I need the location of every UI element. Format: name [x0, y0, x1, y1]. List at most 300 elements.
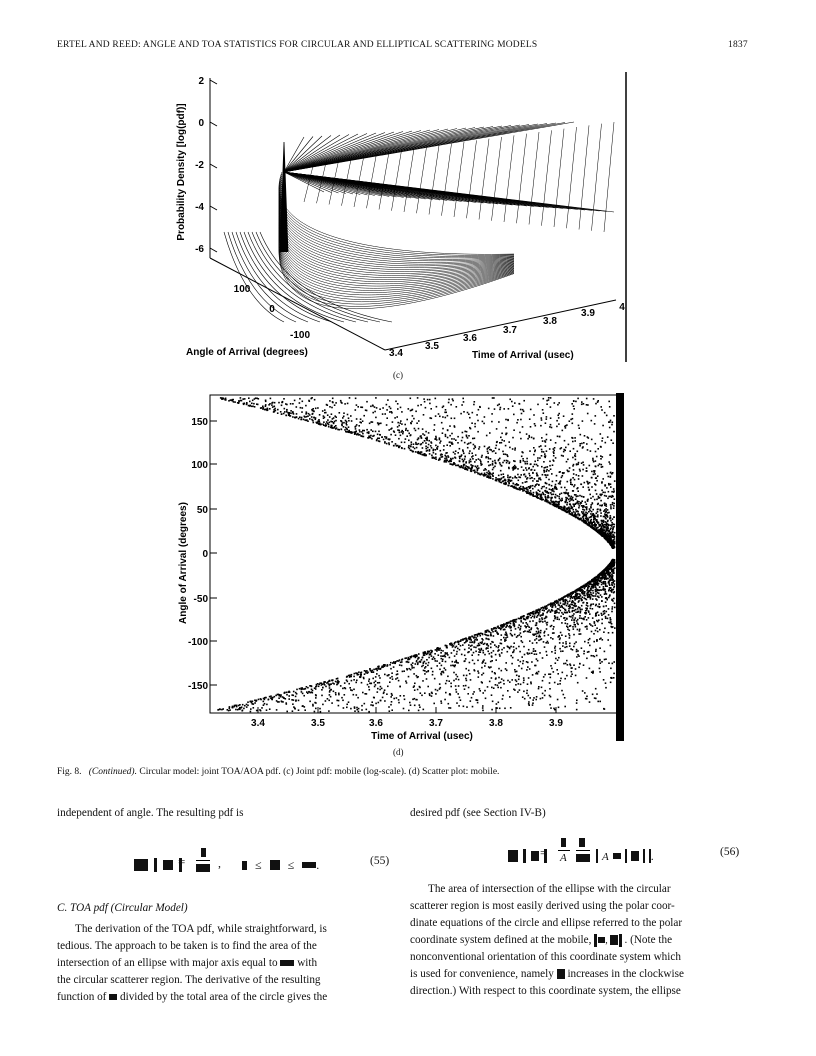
scatter-point: [574, 512, 576, 514]
scatter-point: [601, 440, 603, 442]
scatter-point: [429, 453, 431, 455]
scatter-point: [550, 707, 552, 709]
scatter-point: [250, 711, 252, 713]
scatter-point: [465, 685, 467, 687]
z-tick-label: -6: [195, 244, 204, 255]
scatter-point: [426, 671, 428, 673]
scatter-point: [566, 612, 568, 614]
scatter-point: [459, 697, 461, 699]
scatter-point: [477, 465, 479, 467]
scatter-point: [590, 597, 592, 599]
scatter-point: [551, 427, 553, 429]
scatter-point: [379, 677, 381, 679]
scatter-point: [455, 678, 457, 680]
scatter-point: [543, 461, 545, 463]
scatter-point: [600, 638, 602, 640]
scatter-point: [566, 646, 568, 648]
scatter-point: [563, 607, 565, 609]
scatter-point: [593, 603, 595, 605]
scatter-point: [497, 405, 499, 407]
scatter-point: [308, 400, 310, 402]
scatter-point: [370, 704, 372, 706]
scatter-point: [500, 639, 502, 641]
scatter-point: [390, 662, 392, 664]
scatter-point: [549, 465, 551, 467]
scatter-point: [460, 699, 462, 701]
scatter-point: [335, 694, 337, 696]
scatter-point: [375, 431, 377, 433]
scatter-point: [612, 579, 614, 581]
scatter-point: [333, 691, 335, 693]
scatter-point: [404, 658, 406, 660]
scatter-point: [566, 618, 568, 620]
scatter-point: [345, 423, 347, 425]
scatter-point: [456, 406, 458, 408]
scatter-point: [596, 612, 598, 614]
scatter-point: [369, 683, 371, 685]
scatter-point: [459, 448, 461, 450]
scatter-point: [351, 420, 353, 422]
scatter-point: [302, 688, 304, 690]
scatter-point: [280, 694, 282, 696]
scatter-point: [251, 406, 253, 408]
scatter-point: [306, 416, 308, 418]
figure-c-sublabel: (c): [393, 370, 403, 380]
scatter-point: [593, 470, 595, 472]
scatter-point: [366, 709, 368, 711]
scatter-point: [424, 692, 426, 694]
scatter-point: [602, 466, 604, 468]
scatter-point: [284, 692, 286, 694]
scatter-point: [557, 436, 559, 438]
scatter-point: [464, 442, 466, 444]
scatter-point: [596, 655, 598, 657]
scatter-point: [546, 416, 548, 418]
scatter-point: [598, 532, 600, 534]
scatter-point: [562, 642, 564, 644]
scatter-point: [343, 412, 345, 414]
scatter-point: [301, 411, 303, 413]
scatter-point: [435, 398, 437, 400]
scatter-point: [345, 427, 347, 429]
scatter-point: [598, 614, 600, 616]
scatter-point: [503, 480, 505, 482]
scatter-point: [319, 421, 321, 423]
scatter-point: [447, 437, 449, 439]
scatter-point: [601, 464, 603, 466]
scatter-point: [301, 419, 303, 421]
scatter-point: [519, 634, 521, 636]
scatter-point: [303, 695, 305, 697]
scatter-point: [523, 469, 525, 471]
scatter-point: [602, 437, 604, 439]
scatter-point: [334, 421, 336, 423]
scatter-point: [496, 428, 498, 430]
scatter-point: [555, 497, 557, 499]
scatter-point: [440, 673, 442, 675]
scatter-point: [507, 475, 509, 477]
scatter-point: [232, 399, 234, 401]
scatter-point: [589, 522, 591, 524]
scatter-point: [349, 397, 351, 399]
mesh-line: [454, 142, 464, 217]
scatter-point: [470, 469, 472, 471]
scatter-point: [542, 680, 544, 682]
scatter-point: [562, 603, 564, 605]
scatter-point: [580, 612, 582, 614]
scatter-point: [548, 399, 550, 401]
scatter-point: [501, 433, 503, 435]
scatter-point: [446, 457, 448, 459]
scatter-point: [591, 631, 593, 633]
scatter-point: [441, 456, 443, 458]
scatter-point: [610, 515, 612, 517]
scatter-point: [603, 708, 605, 710]
scatter-point: [614, 603, 616, 605]
scatter-point: [239, 709, 241, 711]
scatter-point: [307, 420, 309, 422]
scatter-point: [450, 694, 452, 696]
scatter-point: [394, 663, 396, 665]
scatter-point: [353, 689, 355, 691]
scatter-point: [604, 593, 606, 595]
scatter-point: [532, 674, 534, 676]
scatter-point: [570, 603, 572, 605]
scatter-point: [411, 421, 413, 423]
scatter-point: [394, 417, 396, 419]
scatter-point: [439, 437, 441, 439]
scatter-point: [405, 680, 407, 682]
scatter-point: [318, 686, 320, 688]
scatter-point: [506, 625, 508, 627]
scatter-point: [322, 704, 324, 706]
scatter-point: [425, 663, 427, 665]
scatter-point: [590, 513, 592, 515]
scatter-point: [581, 443, 583, 445]
scatter-point: [330, 425, 332, 427]
scatter-point: [441, 658, 443, 660]
mesh-curve: [279, 200, 514, 278]
scatter-point: [579, 470, 581, 472]
scatter-point: [412, 409, 414, 411]
scatter-point: [612, 585, 614, 587]
scatter-point: [565, 635, 567, 637]
scatter-point: [375, 676, 377, 678]
scatter-point: [586, 626, 588, 628]
scatter-point: [538, 484, 540, 486]
scatter-point: [546, 483, 548, 485]
scatter-point: [334, 427, 336, 429]
scatter-point: [612, 632, 614, 634]
scatter-point: [429, 403, 431, 405]
scatter-point: [470, 638, 472, 640]
scatter-point: [538, 609, 540, 611]
scatter-point: [547, 642, 549, 644]
scatter-point: [601, 531, 603, 533]
scatter-point: [448, 707, 450, 709]
scatter-point: [440, 700, 442, 702]
scatter-point: [581, 401, 583, 403]
scatter-point: [493, 635, 495, 637]
scatter-point: [317, 422, 319, 424]
scatter-point: [540, 621, 542, 623]
scatter-point: [532, 620, 534, 622]
scatter-point: [451, 433, 453, 435]
scatter-point: [610, 454, 612, 456]
scatter-point: [376, 407, 378, 409]
scatter-point: [526, 458, 528, 460]
mesh-line: [284, 172, 614, 212]
scatter-point: [601, 582, 603, 584]
scatter-point: [498, 479, 500, 481]
scatter-point: [457, 693, 459, 695]
scatter-point: [526, 669, 528, 671]
scatter-point: [528, 703, 530, 705]
scatter-point: [609, 427, 611, 429]
scatter-point: [600, 532, 602, 534]
scatter-point: [565, 619, 567, 621]
scatter-point: [348, 675, 350, 677]
scatter-point: [558, 707, 560, 709]
scatter-point: [490, 632, 492, 634]
scatter-point: [402, 671, 404, 673]
scatter-point: [589, 623, 591, 625]
scatter-point: [443, 445, 445, 447]
scatter-point: [519, 403, 521, 405]
scatter-point: [426, 438, 428, 440]
scatter-point: [341, 429, 343, 431]
mesh-curve: [279, 182, 514, 261]
scatter-point: [546, 469, 548, 471]
scatter-point: [368, 433, 370, 435]
scatter-point: [414, 705, 416, 707]
scatter-point: [516, 488, 518, 490]
scatter-point: [530, 683, 532, 685]
scatter-point: [464, 649, 466, 651]
scatter-point: [520, 460, 522, 462]
scatter-point: [511, 401, 513, 403]
scatter-point: [416, 444, 418, 446]
scatter-point: [388, 442, 390, 444]
scatter-point: [535, 425, 537, 427]
scatter-point: [584, 482, 586, 484]
scatter-point: [492, 451, 494, 453]
scatter-point: [597, 516, 599, 518]
scatter-point: [244, 705, 246, 707]
time-tick-label: 3.5: [425, 341, 439, 352]
scatter-point: [590, 497, 592, 499]
time-tick-label: 3.7: [503, 325, 517, 336]
scatter-point: [579, 445, 581, 447]
scatter-point: [550, 637, 552, 639]
scatter-point: [570, 483, 572, 485]
scatter-point: [583, 511, 585, 513]
scatter-point: [329, 691, 331, 693]
scatter-point: [591, 439, 593, 441]
scatter-point: [494, 466, 496, 468]
scatter-point: [289, 415, 291, 417]
scatter-point: [576, 464, 578, 466]
scatter-point: [539, 620, 541, 622]
scatter-point: [603, 606, 605, 608]
scatter-point: [294, 400, 296, 402]
scatter-point: [529, 653, 531, 655]
scatter-point: [570, 625, 572, 627]
scatter-point: [585, 501, 587, 503]
scatter-point: [566, 675, 568, 677]
scatter-point: [597, 606, 599, 608]
scatter-point: [519, 489, 521, 491]
scatter-point: [594, 423, 596, 425]
scatter-point: [366, 429, 368, 431]
scatter-point: [579, 505, 581, 507]
scatter-point: [283, 413, 285, 415]
scatter-point: [570, 616, 572, 618]
scatter-point: [516, 671, 518, 673]
scatter-point: [503, 473, 505, 475]
scatter-point: [528, 704, 530, 706]
scatter-point: [266, 704, 268, 706]
scatter-point: [586, 506, 588, 508]
scatter-point: [442, 428, 444, 430]
scatter-point: [435, 436, 437, 438]
scatter-point: [434, 658, 436, 660]
scatter-point: [597, 596, 599, 598]
scatter-point: [415, 442, 417, 444]
scatter-point: [495, 452, 497, 454]
scatter-point: [613, 661, 615, 663]
scatter-point: [561, 508, 563, 510]
scatter-point: [356, 434, 358, 436]
scatter-point: [534, 423, 536, 425]
scatter-point: [572, 649, 574, 651]
scatter-point: [469, 662, 471, 664]
scatter-point: [515, 621, 517, 623]
scatter-point: [513, 689, 515, 691]
scatter-point: [542, 613, 544, 615]
scatter-point: [251, 403, 253, 405]
scatter-point: [497, 633, 499, 635]
scatter-point: [516, 422, 518, 424]
scatter-point: [503, 440, 505, 442]
scatter-point: [435, 415, 437, 417]
scatter-point: [316, 685, 318, 687]
scatter-point: [438, 654, 440, 656]
scatter-point: [507, 456, 509, 458]
scatter-point: [543, 632, 545, 634]
scatter-point: [497, 685, 499, 687]
mesh-line: [479, 139, 489, 220]
scatter-point: [359, 431, 361, 433]
scatter-point: [580, 483, 582, 485]
scatter-point: [539, 446, 541, 448]
scatter-point: [509, 447, 511, 449]
scatter-point: [335, 428, 337, 430]
scatter-point: [602, 582, 604, 584]
scatter-point: [417, 405, 419, 407]
scatter-point: [505, 445, 507, 447]
scatter-point: [557, 659, 559, 661]
scatter-point: [368, 680, 370, 682]
scatter-point: [503, 683, 505, 685]
scatter-point: [595, 650, 597, 652]
scatter-point: [572, 413, 574, 415]
scatter-point: [447, 429, 449, 431]
scatter-point: [219, 709, 221, 711]
scatter-point: [563, 508, 565, 510]
scatter-point: [444, 461, 446, 463]
scatter-point: [576, 702, 578, 704]
scatter-point: [529, 621, 531, 623]
scatter-point: [610, 504, 612, 506]
scatter-point: [498, 677, 500, 679]
scatter-point: [590, 506, 592, 508]
scatter-point: [223, 398, 225, 400]
scatter-point: [274, 696, 276, 698]
scatter-point: [359, 429, 361, 431]
scatter-point: [498, 682, 500, 684]
scatter-point: [543, 398, 545, 400]
scatter-point: [406, 419, 408, 421]
scatter-point: [533, 697, 535, 699]
scatter-point: [431, 455, 433, 457]
scatter-point: [557, 617, 559, 619]
scatter-point: [269, 708, 271, 710]
scatter-point: [586, 470, 588, 472]
scatter-point: [460, 456, 462, 458]
scatter-point: [608, 608, 610, 610]
scatter-point: [513, 486, 515, 488]
scatter-point: [494, 408, 496, 410]
scatter-point: [570, 508, 572, 510]
scatter-point: [301, 691, 303, 693]
scatter-point: [561, 477, 563, 479]
scatter-point: [410, 704, 412, 706]
scatter-point: [529, 629, 531, 631]
scatter-point: [609, 617, 611, 619]
scatter-point: [597, 504, 599, 506]
scatter-point: [611, 582, 613, 584]
scatter-point: [559, 498, 561, 500]
scatter-point: [329, 416, 331, 418]
scatter-point: [586, 696, 588, 698]
scatter-point: [286, 409, 288, 411]
scatter-point: [575, 675, 577, 677]
scatter-point: [517, 635, 519, 637]
scatter-point: [472, 660, 474, 662]
scatter-point: [563, 492, 565, 494]
scatter-point: [541, 466, 543, 468]
scatter-point: [364, 673, 366, 675]
scatter-point: [491, 687, 493, 689]
scatter-point: [484, 643, 486, 645]
scatter-point: [469, 453, 471, 455]
scatter-point: [613, 516, 615, 518]
scatter-point: [363, 678, 365, 680]
scatter-point: [499, 655, 501, 657]
scatter-point: [497, 687, 499, 689]
scatter-point: [601, 533, 603, 535]
scatter-point: [538, 632, 540, 634]
scatter-point: [590, 592, 592, 594]
scatter-point: [249, 405, 251, 407]
scatter-point: [369, 678, 371, 680]
scatter-point: [599, 524, 601, 526]
scatter-point: [588, 617, 590, 619]
scatter-point: [467, 412, 469, 414]
scatter-point: [560, 651, 562, 653]
scatter-point: [295, 692, 297, 694]
